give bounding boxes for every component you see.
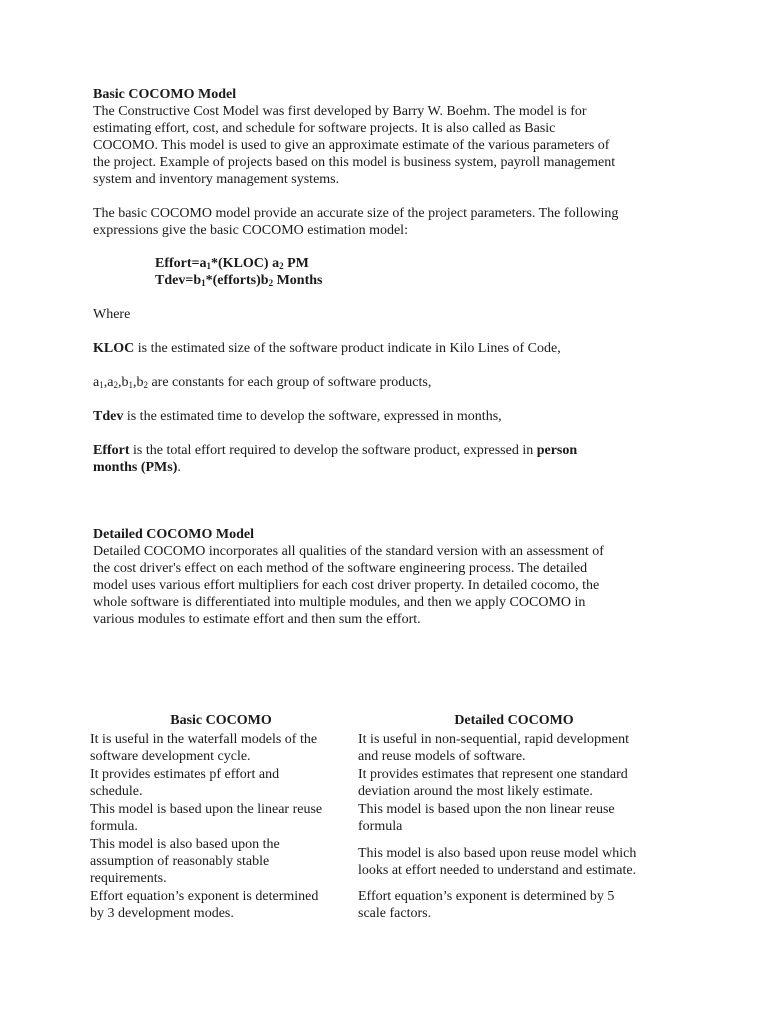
text-line: the project. Example of projects based on this model is business system, payroll management [93, 155, 616, 170]
text-line: Detailed COCOMO incorporates all qualities of the standard version with an assessment of [93, 544, 604, 559]
table-cell-basic: It provides estimates pf effort and schedule. [90, 767, 280, 799]
effort-term: Effort [93, 443, 130, 458]
text-line: various modules to estimate effort and then sum the effort. [93, 612, 421, 627]
table-header-row [88, 712, 674, 731]
tdev-term: Tdev [93, 409, 124, 424]
table-cell-basic: It is useful in the waterfall models of the software development cycle. [90, 732, 318, 764]
tdev-text: is the estimated time to develop the software, expressed in months, [123, 409, 502, 424]
table-cell-basic: This model is also based upon the assumption of reasonably stable requirements. [90, 837, 280, 886]
table-row [88, 801, 674, 836]
text-line: The basic COCOMO model provide an accurate size of the project parameters. The following [93, 206, 619, 221]
text-line: expressions give the basic COCOMO estimation model: [93, 223, 408, 238]
kloc-text: is the estimated size of the software product indicate in Kilo Lines of Code, [134, 341, 561, 356]
text-line: model uses various effort multipliers for each cost driver property. In detailed cocomo, the [93, 578, 600, 593]
tdev-definition [93, 408, 683, 425]
formula-block [155, 255, 683, 289]
kloc-term: KLOC [93, 341, 135, 356]
text-line: system and inventory management systems. [93, 172, 340, 187]
detailed-paragraph [93, 543, 683, 628]
basic-intro-paragraph [93, 103, 683, 188]
text-line: COCOMO. This model is used to give an approximate estimate of the various parameters of [93, 138, 610, 153]
table-cell-basic: Effort equation’s exponent is determined by 3 development modes. [90, 889, 319, 921]
text-line: the cost driver's effect on each method of the software engineering process. The detailed [93, 561, 588, 576]
basic-cocomo-heading: Basic COCOMO Model [93, 87, 237, 102]
table-cell-detailed: It is useful in non-sequential, rapid development and reuse models of software. [358, 732, 629, 764]
table-cell-detailed: This model is also based upon reuse model which looks at effort needed to understand and estimate. [358, 845, 637, 878]
table-row [88, 731, 674, 766]
where-label: Where [93, 307, 131, 322]
column-header-basic: Basic COCOMO [170, 713, 272, 728]
table-cell-basic: This model is based upon the linear reuse formula. [90, 802, 323, 834]
table-row [88, 836, 674, 888]
constants-definition: $a_1,a_2,b_1,b_2$ are constants for each group of software products, [93, 375, 432, 390]
comparison-table [88, 712, 674, 923]
table-row [88, 888, 674, 923]
effort-unit-1: person [536, 443, 578, 458]
text-line: estimating effort, cost, and schedule for software projects. It is also called as Basic [93, 121, 556, 136]
effort-formula: $Effort=a_1*(KLOC)$ $a_2$ PM [155, 256, 309, 271]
effort-unit-2: months (PMs) [93, 460, 178, 475]
tdev-formula: $Tdev=b_1*(efforts)b_2$ Months [155, 273, 323, 288]
table-cell-detailed: Effort equation’s exponent is determined by 5 scale factors. [358, 889, 615, 921]
table-cell-detailed: It provides estimates that represent one standard deviation around the most likely estimate. [358, 767, 628, 799]
effort-definition: Effort is the total effort required to develop the software product, expressed in person months (PMs). [93, 443, 578, 475]
detailed-cocomo-heading: Detailed COCOMO Model [93, 527, 254, 542]
text-line: The Constructive Cost Model was first developed by Barry W. Boehm. The model is for [93, 104, 587, 119]
kloc-definition [93, 340, 683, 357]
text-line: whole software is differentiated into multiple modules, and then we apply COCOMO in [93, 595, 586, 610]
table-row [88, 766, 674, 801]
document-body [93, 86, 683, 628]
column-header-detailed: Detailed COCOMO [454, 713, 574, 728]
basic-expressions-paragraph [93, 205, 683, 239]
table-cell-detailed: This model is based upon the non linear reuse formula [358, 802, 615, 834]
effort-text: is the total effort required to develop the software product, expressed in [129, 443, 537, 458]
